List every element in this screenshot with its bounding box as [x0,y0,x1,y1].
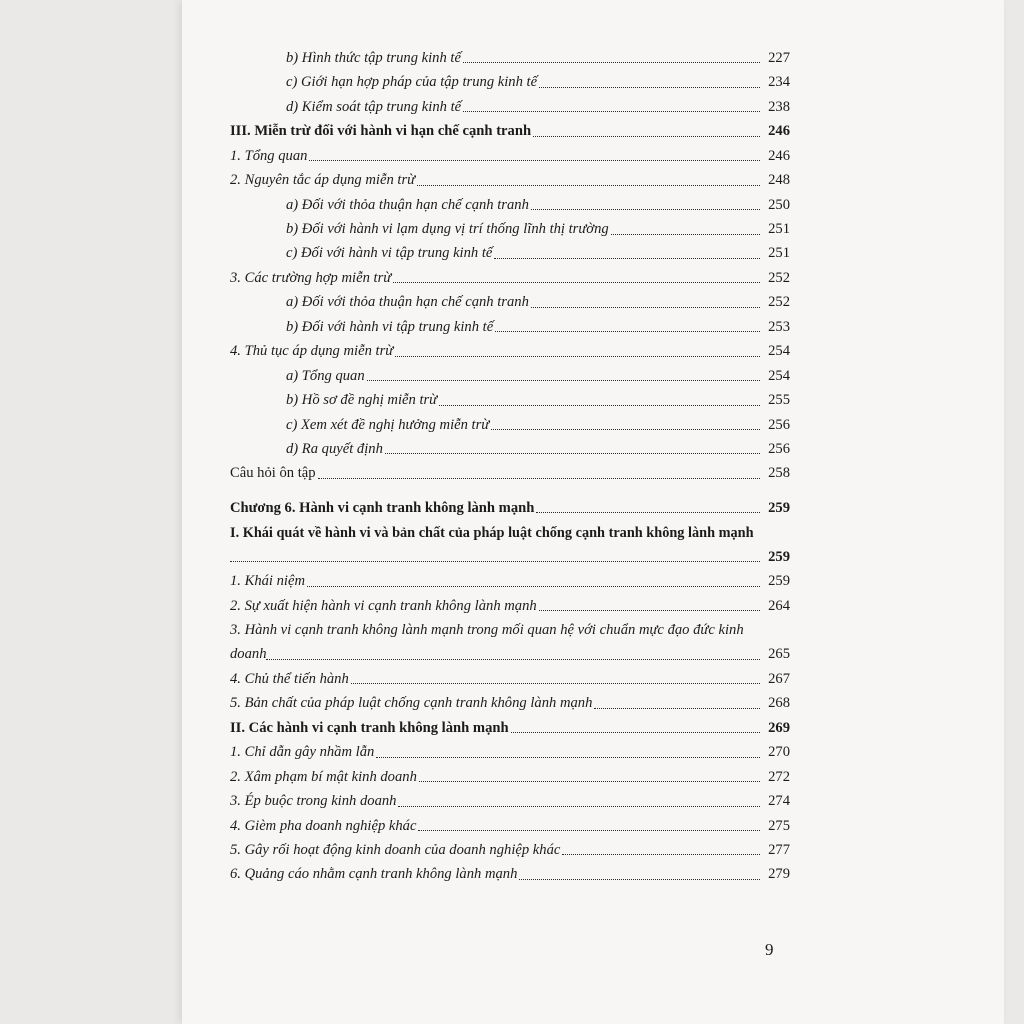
toc-entry-page: 250 [768,196,790,213]
toc-entry-page: 256 [768,440,790,457]
dot-leader [351,683,760,684]
dot-leader [531,307,760,308]
toc-entry-title: 1. Tổng quan [230,147,308,164]
toc-entry-title: 2. Nguyên tắc áp dụng miễn trừ [230,172,416,189]
toc-entry [230,190,790,214]
dot-leader [531,209,760,210]
toc-entry-title: 5. Bản chất của pháp luật chống cạnh tranh không lành mạnh [230,695,593,712]
toc-entry [230,835,790,859]
toc-entry-page: 267 [768,670,790,687]
dot-leader [266,659,760,660]
dot-leader [463,111,760,112]
toc-section-heading [230,517,790,541]
dot-leader [536,512,760,513]
toc-entry-page: 269 [768,719,790,736]
toc-entry [230,361,790,385]
toc-entry [230,336,790,360]
toc-entry [230,434,790,458]
toc-entry-title: 2. Xâm phạm bí mật kinh doanh [230,768,417,785]
toc-section-heading [230,713,790,737]
toc-entry-continued [230,640,790,664]
dot-leader [417,185,760,186]
toc-entry [230,458,790,482]
dot-leader [318,478,760,479]
toc-entry [230,786,790,810]
toc-entry-title: 3. Hành vi cạnh tranh không lành mạnh trong mối quan hệ với chuẩn mực đạo đức kinh [230,622,744,638]
toc-entry [230,859,790,883]
toc-entry-title: Câu hỏi ôn tập [230,465,316,482]
dot-leader [230,561,760,562]
toc-entry-page: 246 [768,123,790,140]
toc-entry-page: 259 [768,548,790,565]
toc-section-heading-continued [230,542,790,566]
toc-entry-title: 4. Thủ tục áp dụng miễn trừ [230,343,394,360]
toc-entry-title: a) Tổng quan [286,367,365,384]
dot-leader [439,405,760,406]
toc-entry-title-continued: doanh [230,646,267,663]
toc-entry-page: 227 [768,49,790,66]
dot-leader [562,854,760,855]
dot-leader [533,136,760,137]
toc-entry-title: III. Miễn trừ đối với hành vi hạn chế cạnh tranh [230,123,532,140]
table-of-contents [230,43,790,884]
toc-entry-page: 275 [768,817,790,834]
toc-entry-title: c) Xem xét đề nghị hưởng miễn trừ [286,416,490,433]
dot-leader [419,781,760,782]
toc-entry-page: 248 [768,172,790,189]
toc-entry-title: b) Hình thức tập trung kinh tế [286,49,461,66]
toc-entry-page: 274 [768,793,790,810]
toc-entry [230,92,790,116]
toc-entry-title: d) Ra quyết định [286,440,383,457]
toc-entry-title: 3. Ép buộc trong kinh doanh [230,793,397,810]
toc-entry-page: 256 [768,416,790,433]
toc-entry-title: II. Các hành vi cạnh tranh không lành mạnh [230,719,509,736]
toc-entry-title: 5. Gây rối hoạt động kinh doanh của doanh nghiệp khác [230,841,561,858]
dot-leader [398,806,760,807]
dot-leader [393,282,760,283]
toc-chapter-heading [230,493,790,517]
toc-entry-page: 270 [768,744,790,761]
toc-entry-title: b) Đối với hành vi tập trung kinh tế [286,318,494,335]
toc-entry-title: 3. Các trường hợp miễn trừ [230,269,392,286]
toc-entry-page: 265 [768,646,790,663]
dot-leader [385,453,760,454]
toc-entry [230,165,790,189]
toc-entry-page: 259 [768,573,790,590]
toc-entry-page: 252 [768,294,790,311]
toc-entry-title: 1. Chỉ dẫn gây nhầm lẫn [230,744,375,761]
toc-entry [230,615,790,639]
toc-entry-page: 279 [768,866,790,883]
toc-entry-page: 251 [768,221,790,237]
toc-entry [230,737,790,761]
toc-entry [230,67,790,91]
toc-entry [230,43,790,67]
toc-entry-page: 252 [768,269,790,286]
toc-entry-title: 4. Chủ thể tiến hành [230,670,349,687]
toc-entry-page: 251 [768,245,790,262]
dot-leader [494,258,760,259]
page-number: 9 [765,940,774,959]
dot-leader [309,160,760,161]
toc-entry-page: 246 [768,147,790,164]
dot-leader [495,331,760,332]
toc-entry [230,385,790,409]
toc-entry-page: 277 [768,841,790,858]
toc-entry-page: 234 [768,74,790,91]
toc-entry-page: 255 [768,392,790,409]
dot-leader [395,356,760,357]
toc-entry-title: 6. Quảng cáo nhằm cạnh tranh không lành mạnh [230,866,518,883]
dot-leader [376,757,760,758]
toc-entry [230,287,790,311]
toc-entry-page: 258 [768,465,790,482]
toc-entry [230,762,790,786]
toc-entry-title: a) Đối với thỏa thuận hạn chế cạnh tranh [286,294,529,311]
dot-leader [539,87,760,88]
toc-entry-title: 4. Gièm pha doanh nghiệp khác [230,817,417,834]
toc-entry-page: 253 [768,318,790,335]
toc-entry [230,239,790,263]
toc-entry [230,566,790,590]
dot-leader [367,380,760,381]
dot-leader [307,586,760,587]
toc-entry-page: 259 [768,499,790,516]
toc-entry [230,410,790,434]
toc-entry-title: c) Giới hạn hợp pháp của tập trung kinh tế [286,74,538,91]
toc-entry-page: 272 [768,768,790,785]
toc-entry-page: 254 [768,367,790,384]
toc-entry-title: I. Khái quát về hành vi và bản chất của pháp luật chống cạnh tranh không lành mạnh [230,524,754,541]
toc-entry [230,312,790,336]
toc-section-heading [230,116,790,140]
toc-entry-page: 238 [768,98,790,115]
toc-entry-page: 264 [768,597,790,614]
dot-leader [418,830,760,831]
toc-entry-title: 2. Sự xuất hiện hành vi cạnh tranh không lành mạnh [230,597,537,614]
toc-entry [230,263,790,287]
toc-entry-title: b) Đối với hành vi lạm dụng vị trí thống lĩnh thị trường [286,221,609,237]
toc-entry-page: 268 [768,695,790,712]
toc-entry [230,664,790,688]
toc-entry [230,688,790,712]
dot-leader [539,610,760,611]
toc-entry [230,214,790,238]
dot-leader [519,879,760,880]
toc-entry-title: 1. Khái niệm [230,573,305,590]
dot-leader [463,62,760,63]
toc-entry [230,811,790,835]
toc-entry-title: d) Kiểm soát tập trung kinh tế [286,98,462,115]
dot-leader [594,708,760,709]
toc-entry-title: c) Đối với hành vi tập trung kinh tế [286,245,493,262]
toc-entry-title: b) Hồ sơ đề nghị miễn trừ [286,392,438,409]
toc-entry [230,591,790,615]
toc-entry [230,141,790,165]
dot-leader [611,234,760,235]
dot-leader [491,429,760,430]
toc-entry-page: 254 [768,343,790,360]
toc-entry-title: Chương 6. Hành vi cạnh tranh không lành mạnh [230,499,535,516]
dot-leader [511,732,760,733]
toc-entry-title: a) Đối với thỏa thuận hạn chế cạnh tranh [286,196,529,213]
